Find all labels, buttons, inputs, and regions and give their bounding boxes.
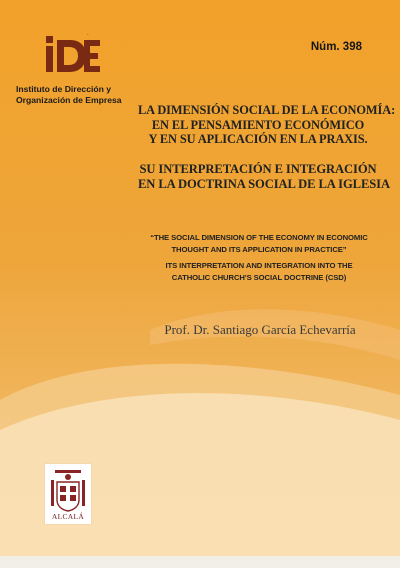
title-line: CATHOLIC CHURCH'S SOCIAL DOCTRINE (CSD) [171, 272, 347, 282]
title-line: ITS INTERPRETATION AND INTEGRATION INTO THE [165, 261, 353, 270]
university-logo [45, 464, 91, 524]
title-english-sub [136, 260, 382, 283]
title-spanish-main [138, 103, 396, 147]
title-english-main [136, 232, 382, 255]
title-line: EN LA DOCTRINA SOCIAL DE LA IGLESIA [138, 176, 390, 191]
title-line: Y EN SU APLICACIÓN EN LA PRAXIS. [148, 132, 368, 146]
title-line: THOUGHT AND ITS APPLICATION IN PRACTICE” [171, 244, 347, 254]
bottom-edge [0, 556, 400, 568]
institute-line: Instituto de Dirección y [16, 84, 112, 94]
title-line: EN EL PENSAMIENTO ECONÓMICO [151, 117, 365, 132]
svg-text:´: ´ [87, 35, 89, 41]
title-spanish-sub [138, 162, 390, 191]
title-line: SU INTERPRETACIÓN E INTEGRACIÓN [139, 162, 377, 176]
title-line: “THE SOCIAL DIMENSION OF THE ECONOMY IN ECONOMIC [150, 233, 368, 242]
ide-logo-icon [42, 32, 102, 78]
institute-line: Organización de Empresa [16, 95, 122, 105]
title-line: LA DIMENSIÓN SOCIAL DE LA ECONOMÍA: [138, 103, 396, 117]
author-name: Prof. Dr. Santiago García Echevarría [164, 322, 356, 337]
issue-number: Núm. 398 [310, 41, 362, 53]
university-name: ALCALÁ [51, 512, 85, 521]
